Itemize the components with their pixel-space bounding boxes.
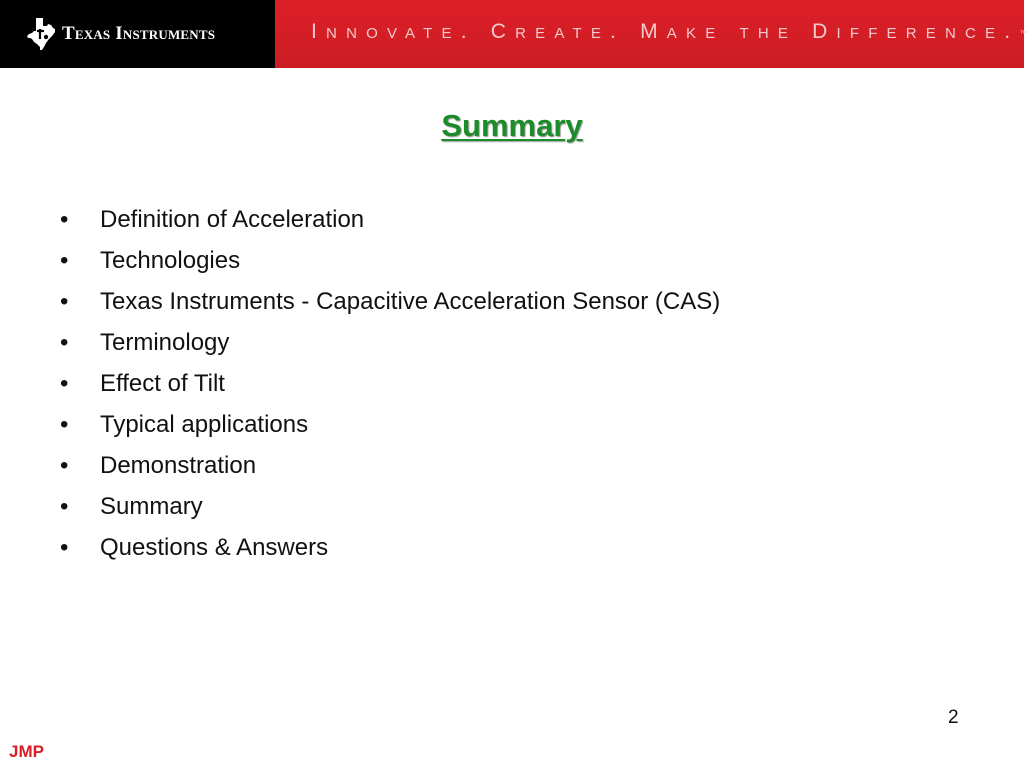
list-item-text: Terminology bbox=[100, 329, 230, 356]
bullet-icon: • bbox=[60, 493, 69, 520]
header-banner bbox=[0, 0, 1027, 68]
list-item-text: Texas Instruments - Capacitive Acceleration Sensor (CAS) bbox=[100, 288, 721, 315]
bullet-icon: • bbox=[60, 206, 69, 233]
list-item-text: Definition of Acceleration bbox=[100, 206, 365, 233]
ti-texas-logo-icon bbox=[26, 17, 56, 51]
logo-panel bbox=[0, 0, 275, 68]
list-item bbox=[60, 363, 720, 404]
tagline bbox=[311, 18, 1027, 46]
tagline-text: Innovate. Create. Make the Difference. bbox=[311, 20, 1020, 43]
logo-text: Texas Instruments bbox=[62, 23, 216, 44]
list-item bbox=[60, 486, 720, 527]
bullet-icon: • bbox=[60, 247, 69, 274]
bullet-list bbox=[60, 199, 720, 568]
page-number: 2 bbox=[948, 707, 959, 728]
list-item-text: Typical applications bbox=[100, 411, 309, 438]
list-item bbox=[60, 445, 720, 486]
bullet-icon: • bbox=[60, 452, 69, 479]
list-item-text: Questions & Answers bbox=[100, 534, 329, 561]
list-item bbox=[60, 281, 720, 322]
bullet-icon: • bbox=[60, 411, 69, 438]
list-item-text: Technologies bbox=[100, 247, 241, 274]
footer-initials: JMP bbox=[9, 742, 44, 761]
bullet-icon: • bbox=[60, 370, 69, 397]
bullet-icon: • bbox=[60, 534, 69, 561]
list-item bbox=[60, 199, 720, 240]
list-item bbox=[60, 527, 720, 568]
list-item-text: Summary bbox=[100, 493, 203, 520]
list-item-text: Effect of Tilt bbox=[100, 370, 225, 397]
list-item bbox=[60, 322, 720, 363]
list-item bbox=[60, 404, 720, 445]
bullet-icon: • bbox=[60, 329, 69, 356]
slide-title: Summary bbox=[441, 108, 583, 143]
list-item bbox=[60, 240, 720, 281]
trademark-symbol: ™ bbox=[1019, 29, 1027, 38]
bullet-icon: • bbox=[60, 288, 69, 315]
list-item-text: Demonstration bbox=[100, 452, 257, 479]
tagline-panel bbox=[275, 0, 1027, 68]
